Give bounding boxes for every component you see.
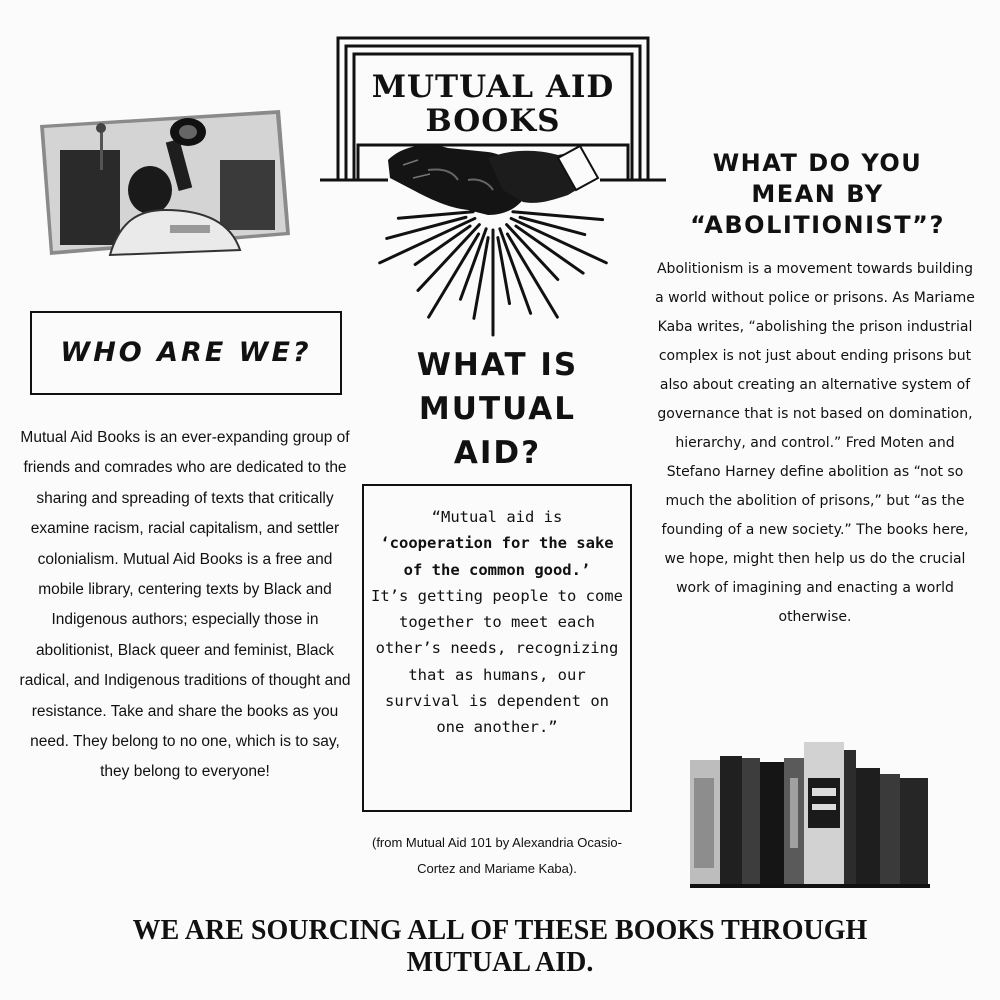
footer-line-2: MUTUAL AID. [406,947,594,978]
mutual-aid-quote [368,504,626,741]
who-are-we-heading: WHO ARE WE? [60,337,312,368]
sign-title [340,70,646,138]
heading-line-1: WHAT DO YOU [712,149,923,177]
ray-line [474,238,488,319]
quote-opening: “Mutual aid is [431,508,563,526]
footer-line-1: WE ARE SOURCING ALL OF THESE BOOKS THROUGH [132,915,868,946]
handshake-icon [388,145,598,215]
ray-line [507,234,557,317]
quote-rest: It’s getting people to come together to meet each other’s needs, recognizing that as humans, our survival is dependent on one another.” [371,586,623,737]
protest-megaphone-photo [40,110,290,260]
quote-citation: (from Mutual Aid 101 by Alexandria Ocasio-Cortez and Mariame Kaba). [371,835,622,876]
heading-line-1: WHAT IS [416,347,579,383]
heading-line-2: MUTUAL [418,391,577,427]
abolitionist-text: Abolitionism is a movement towards building a world without police or prisons. As Mariame Kaba writes, “abolishing the prison industrial complex is not just about ending prisons but also about creating an alternative system of governance that is not based on domination, hierarchy, and control.” Fred Moten and Stefano Harney define abolition as “not so much the abolition of prisons,” but “as the founding of a new society.” The books here, we hope, might then help us do the crucial work of imagining and enacting a world otherwise. [655,261,975,625]
sign-title-line-1: MUTUAL AID [371,69,615,105]
abolitionist-heading [660,148,975,241]
who-are-we-text: Mutual Aid Books is an ever-expanding group of friends and comrades who are dedicated to the sharing and spreading of texts that critically examine racism, racial capitalism, and settler colonialism. Mutual Aid Books is a free and mobile library, centering texts by Black and Indigenous authors; especially those in abolitionist, Black queer and feminist, Black radical, and Indigenous traditions of thought and resistance. Take and share the books as you need. They belong to no one, which is to say, they belong to everyone! [19,429,351,781]
heading-line-3: “ABOLITIONIST”? [690,211,945,239]
heading-line-3: AID? [453,435,542,471]
what-is-mutual-aid-heading [385,343,610,475]
ray-line [429,234,479,317]
book-spines-photo [690,738,930,888]
sign-title-line-2: BOOKS [425,103,561,139]
footer-statement [60,915,940,979]
heading-line-2: MEAN BY [751,180,884,208]
quote-emphasis: ‘cooperation for the sake of the common good.’ [380,534,614,579]
sunburst-rays-icon [380,212,607,335]
